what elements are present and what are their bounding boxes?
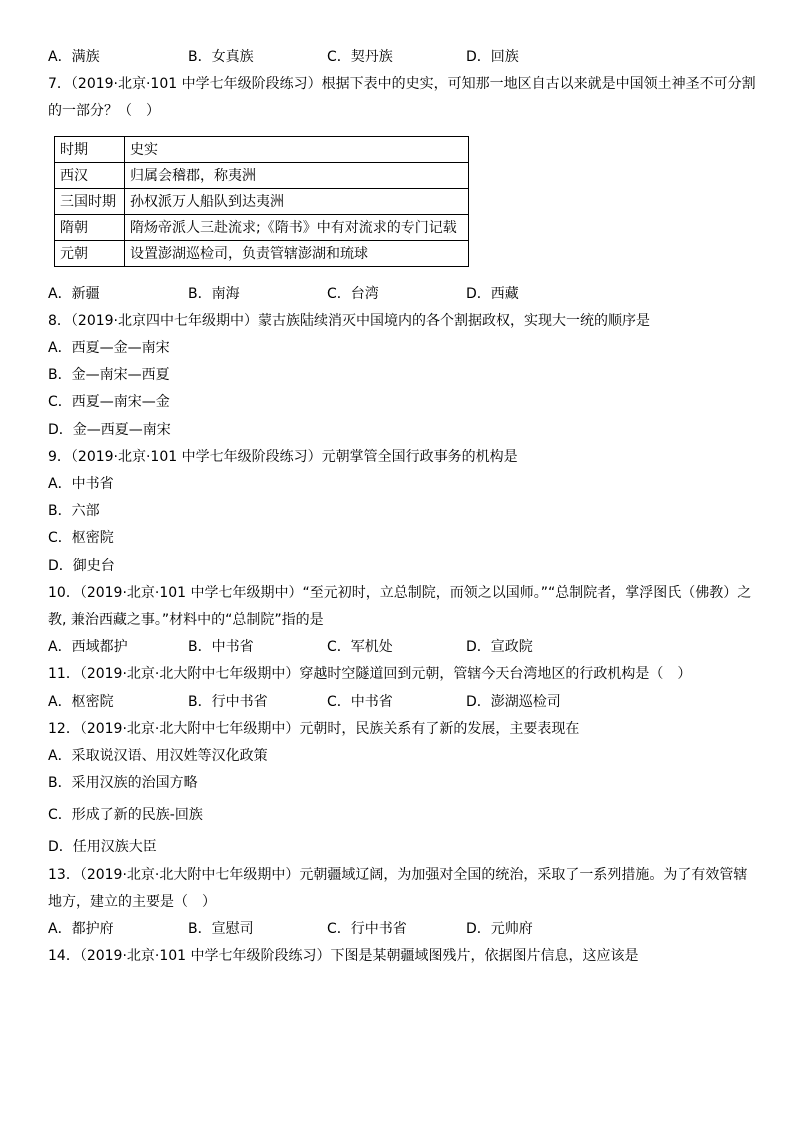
q11-options [48,692,748,712]
q11-option-c: C．中书省 [327,694,393,710]
q8-option-b: B．金—南宋—西夏 [48,367,170,383]
q7-stem-line1: 7．（2019·北京·101 中学七年级阶段练习）根据下表中的史实，可知那一地区自古以来就是中国领土神圣不可分割 [48,76,756,92]
q10-stem-line1: 10．（2019·北京·101 中学七年级期中）“至元初时，立总制院，而领之以国师。”“总制院者，掌浮图氏（佛教）之 [48,585,752,601]
q10-option-a: A．西域都护 [48,639,128,655]
q9-option-d: D．御史台 [48,558,115,574]
q11-option-a: A．枢密院 [48,694,114,710]
table-row [55,189,469,215]
q9-option-b: B．六部 [48,503,100,519]
q8-option-d: D．金—西夏—南宋 [48,422,171,438]
q14-stem: 14．（2019·北京·101 中学七年级阶段练习）下图是某朝疆域图残片，依据图片信息，这应该是 [48,948,639,964]
table-row [55,215,469,241]
q10-option-c: C．军机处 [327,639,393,655]
q10-options [48,637,748,657]
q8-option-a: A．西夏—金—南宋 [48,340,170,356]
q8-option-c: C．西夏—南宋—金 [48,394,170,410]
q7-option-b: B．南海 [188,286,240,302]
q11-stem: 11．（2019·北京·北大附中七年级期中）穿越时空隧道回到元朝，管辖今天台湾地区的行政机构是（ ） [48,666,692,682]
q6-options [48,47,748,67]
q9-option-c: C．枢密院 [48,530,114,546]
q11-option-b: B．行中书省 [188,694,268,710]
q13-option-a: A．都护府 [48,921,114,937]
q12-option-b: B．采用汉族的治国方略 [48,775,198,791]
table-header-cell: 时期 [55,137,125,163]
q12-option-d: D．任用汉族大臣 [48,839,157,855]
table-header-row [55,137,469,163]
q13-option-c: C．行中书省 [327,921,407,937]
table-cell-fact: 设置澎湖巡检司，负责管辖澎湖和琉球 [125,241,469,267]
q6-option-b: B．女真族 [188,49,254,65]
table-header-cell: 史实 [125,137,469,163]
table-cell-period: 西汉 [55,163,125,189]
q7-stem-line2: 的一部分？（ ） [48,103,160,119]
q7-options [48,284,748,304]
q11-option-d: D．澎湖巡检司 [466,694,561,710]
q12-option-c: C．形成了新的民族-回族 [48,807,203,823]
q12-option-a: A．采取说汉语、用汉姓等汉化政策 [48,748,268,764]
q12-stem: 12．（2019·北京·北大附中七年级期中）元朝时，民族关系有了新的发展，主要表现在 [48,721,580,737]
table-cell-period: 隋朝 [55,215,125,241]
q10-option-d: D．宣政院 [466,639,533,655]
table-cell-fact: 隋炀帝派人三赴流求;《隋书》中有对流求的专门记载 [125,215,469,241]
q6-option-a: A．满族 [48,49,100,65]
q13-option-d: D．元帅府 [466,921,533,937]
q13-option-b: B．宣慰司 [188,921,254,937]
q13-stem-line2: 地方，建立的主要是（ ） [48,894,216,910]
q8-stem: 8．（2019·北京四中七年级期中）蒙古族陆续消灭中国境内的各个割据政权，实现大一统的顺序是 [48,313,650,329]
q10-stem-line2: 教, 兼治西藏之事。”材料中的“总制院”指的是 [48,612,324,628]
q9-stem: 9．（2019·北京·101 中学七年级阶段练习）元朝掌管全国行政事务的机构是 [48,449,518,465]
q7-option-d: D．西藏 [466,286,519,302]
q7-option-c: C．台湾 [327,286,379,302]
table-cell-fact: 归属会稽郡，称夷洲 [125,163,469,189]
table-cell-period: 三国时期 [55,189,125,215]
q7-option-a: A．新疆 [48,286,100,302]
q6-option-d: D．回族 [466,49,519,65]
q6-option-c: C．契丹族 [327,49,393,65]
q9-option-a: A．中书省 [48,476,114,492]
table-row [55,163,469,189]
table-row [55,241,469,267]
table-cell-period: 元朝 [55,241,125,267]
table-cell-fact: 孙权派万人船队到达夷洲 [125,189,469,215]
q13-options [48,919,748,939]
q7-facts-table [54,136,469,267]
q13-stem-line1: 13．（2019·北京·北大附中七年级期中）元朝疆域辽阔，为加强对全国的统治，采取了一系列措施。为了有效管辖 [48,867,748,883]
q10-option-b: B．中书省 [188,639,254,655]
